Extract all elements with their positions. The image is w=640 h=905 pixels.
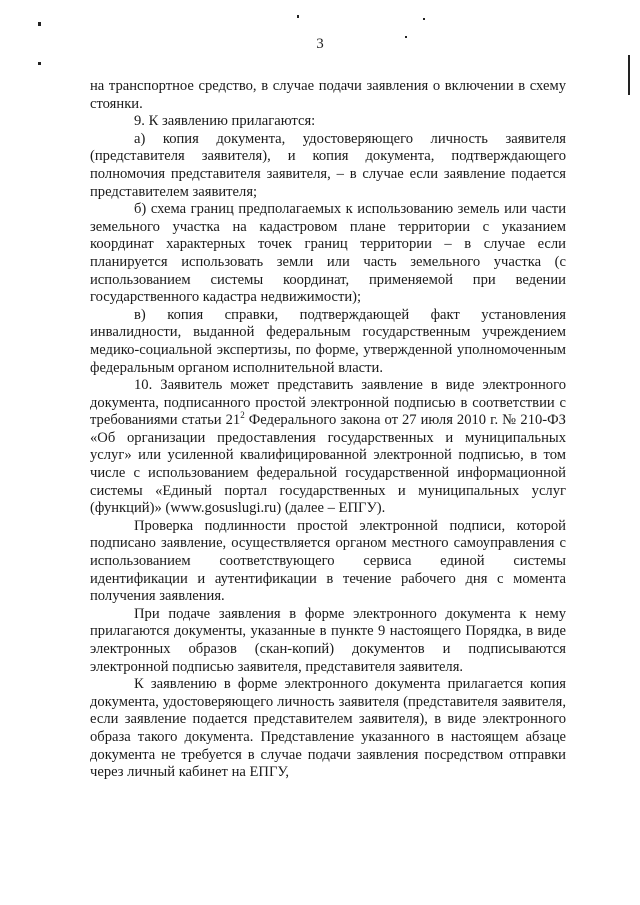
paragraph-signature-check: Проверка подлинности простой электронной подписи, которой подписано заявление, осуществляется органом местного самоуправления с использованием соответствующего сервиса единой системы идентификации и аутентификации в течение рабочего дня с момента получения заявления. bbox=[90, 517, 566, 605]
scan-artifact-edge-line bbox=[628, 55, 630, 95]
scan-artifact-mark-3 bbox=[297, 15, 299, 18]
scan-artifact-mark-5 bbox=[423, 18, 425, 20]
scan-artifact-dot-2 bbox=[38, 62, 41, 65]
paragraph-item-9b: б) схема границ предполагаемых к использованию земель или части земельного участка на кадастровом плане территории с указанием координат характерных точек границ территории – в случае если планируется использовать земли или часть земельного участка (с использованием системы координат, применяемой при ведении государственного кадастра недвижимости); bbox=[90, 201, 566, 306]
paragraph-continuation: на транспортное средство, в случае подачи заявления о включении в схему стоянки. bbox=[90, 78, 566, 112]
paragraph-item-9v: в) копия справки, подтверждающей факт установления инвалидности, выданной федеральным государственным учреждением медико-социальной экспертизы, по форме, утвержденной уполномоченным федеральным органом исполнительной власти. bbox=[90, 306, 566, 376]
paragraph-item-9: 9. К заявлению прилагаются: bbox=[134, 113, 316, 130]
paragraph-electronic-submission: При подаче заявления в форме электронного документа к нему прилагаются документы, указанные в пункте 9 настоящего Порядка, в виде электронных образов (скан-копий) документов и подписываются электронной подписью заявителя, представителя заявителя. bbox=[90, 605, 566, 675]
page-number: 3 bbox=[316, 36, 324, 52]
paragraph-item-10-part-1: 10. Заявитель может представить заявление в виде электронного документа, подписанного простой электронной подписью в соответствии с требованиями статьи 21 bbox=[90, 377, 566, 429]
scan-artifact-dot-1 bbox=[38, 22, 41, 26]
paragraph-item-10 bbox=[90, 377, 566, 518]
paragraph-item-9a: а) копия документа, удостоверяющего личность заявителя (представителя заявителя), и копия документа, подтверждающего полномочия представителя заявителя, – в случае если заявление подается представителем заявителя; bbox=[90, 130, 566, 200]
superscript-article-index: 2 bbox=[240, 410, 245, 421]
paragraph-identity-copy: К заявлению в форме электронного документа прилагается копия документа, удостоверяющего личность заявителя (представителя заявителя, если заявление подается представителем заявителя), в виде электронного образа такого документа. Представление указанного в настоящем абзаце документа не требуется в случае подачи заявления посредством отправки через личный кабинет на ЕПГУ, bbox=[90, 676, 566, 781]
document-body bbox=[90, 78, 566, 782]
paragraph-item-10-part-2: Федерального закона от 27 июля 2010 г. № 210-ФЗ «Об организации предоставления государственных и муниципальных услуг» или усиленной квалифицированной электронной подписью, в том числе с использованием федеральной государственной информационной системы «Единый портал государственных и муниципальных услуг (функций)» (www.gosuslugi.ru) (далее – ЕПГУ). bbox=[90, 412, 566, 517]
